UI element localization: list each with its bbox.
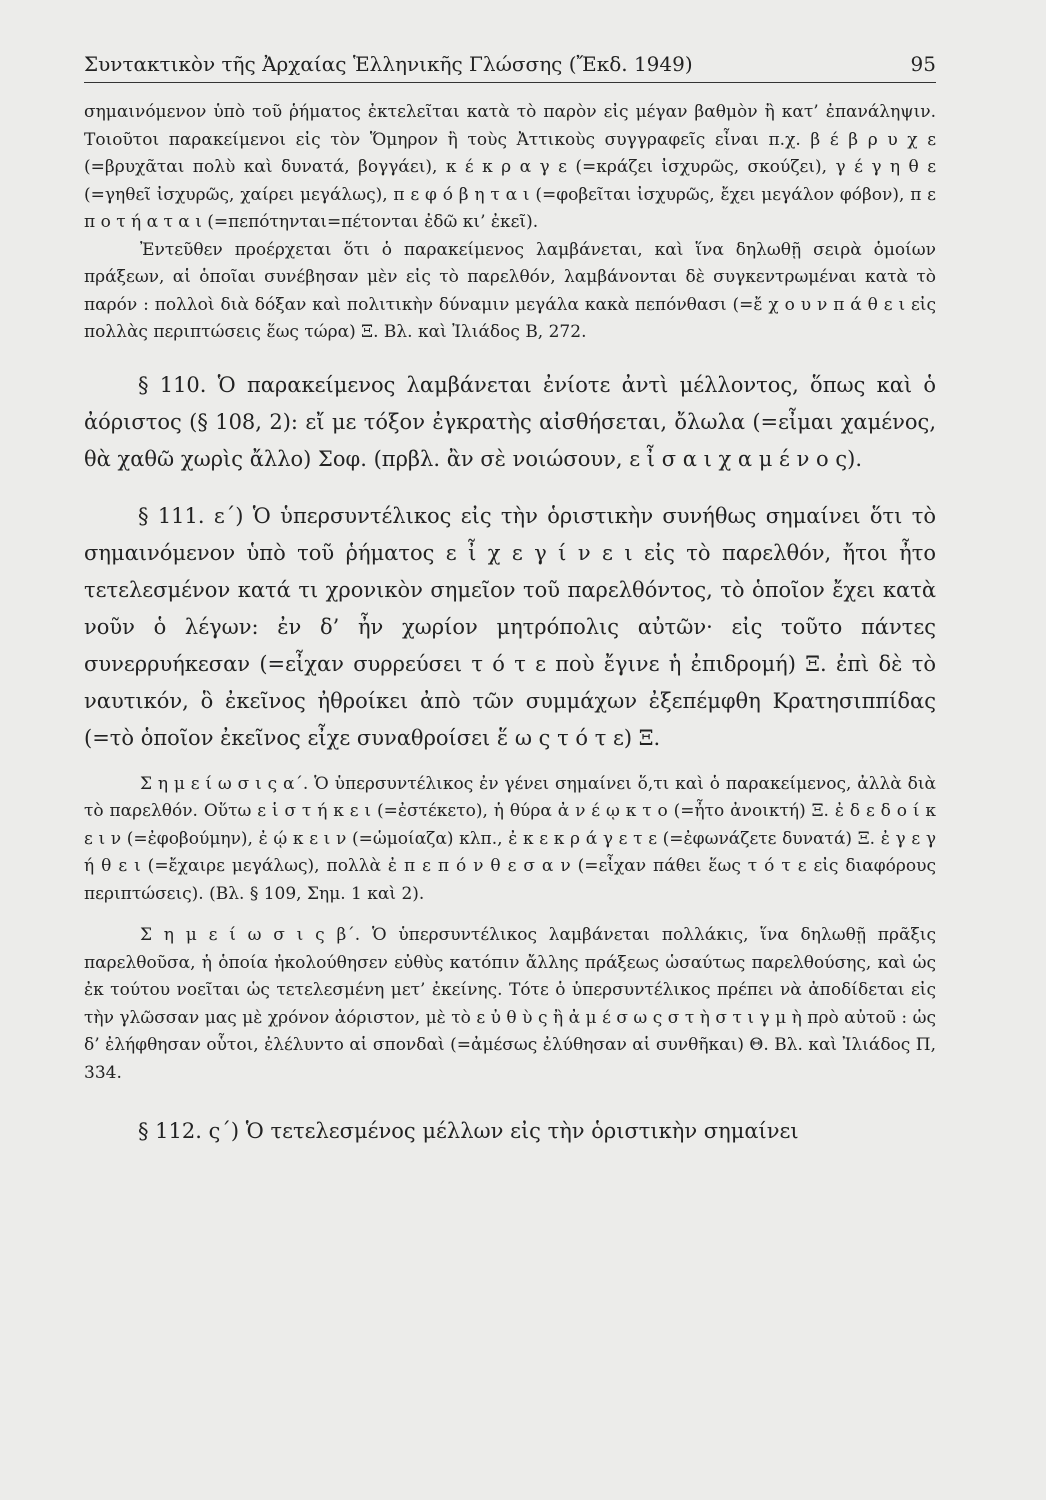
- running-title: Συντακτικὸν τῆς Ἀρχαίας Ἑλληνικῆς Γλώσσης (Ἔκδ. 1949): [84, 52, 693, 76]
- note-alpha: Σ η μ ε ί ω σ ι ς α΄. Ὁ ὑπερσυντέλικος ἐν γένει σημαίνει ὅ,τι καὶ ὁ παρακείμενος, ἀλλὰ διὰ τὸ παρελθόν. Οὕτω ε ἱ σ τ ή κ ε ι (=ἐστέκετο), ἡ θύρα ἀ ν έ ῳ κ τ ο (=ἦτο ἀνοικτή) Ξ. ἐ δ ε δ ο ί κ ε ι ν (=ἐφοβούμην), ἐ ῴ κ ε ι ν (=ὡμοίαζα) κλπ., ἐ κ ε κ ρ ά γ ε τ ε (=ἐφωνάζετε δυνατά) Ξ. ἐ γ ε γ ή θ ε ι (=ἔχαιρε μεγάλως), πολλὰ ἐ π ε π ό ν θ ε σ α ν (=εἶχαν πάθει ἕως τ ό τ ε εἰς διαφόρους περιπτώσεις). (Βλ. § 109, Σημ. 1 καὶ 2).: [84, 773, 936, 904]
- section-112: § 112. ς΄) Ὁ τετελεσμένος μέλλων εἰς τὴν ὁριστικὴν σημαίνει: [138, 1119, 799, 1143]
- section-111: § 111. ε΄) Ὁ ὑπερσυντέλικος εἰς τὴν ὁριστικὴν συνήθως σημαίνει ὅτι τὸ σημαινόμενον ὑπὸ τοῦ ῥήματος ε ἶ χ ε γ ί ν ε ι εἰς τὸ παρελθόν, ἤτοι ἦτο τετελεσμένον κατά τι χρονικὸν σημεῖον τοῦ παρελθόντος, τὸ ὁποῖον ἔχει κατὰ νοῦν ὁ λέγων: ἐν δ’ ἦν χωρίον μητρόπολις αὐτῶν· εἰς τοῦτο πάντες συνερρυήκεσαν (=εἶχαν συρρεύσει τ ό τ ε ποὺ ἔγινε ἡ ἐπιδρομή) Ξ. ἐπὶ δὲ τὸ ναυτικόν, ὃ ἐκεῖνος ἠθροίκει ἀπὸ τῶν συμμάχων ἐξεπέμφθη Κρατησιππίδας (=τὸ ὁποῖον ἐκεῖνος εἶχε συναθροίσει ἕ ω ς τ ό τ ε) Ξ.: [84, 503, 936, 750]
- paragraph-2: Ἐντεῦθεν προέρχεται ὅτι ὁ παρακείμενος λαμβάνεται, καὶ ἵνα δηλωθῇ σειρὰ ὁμοίων πράξεων, αἱ ὁποῖαι συνέβησαν μὲν εἰς τὸ παρελθόν, λαμβάνονται δὲ συγκεντρωμέναι κατὰ τὸ παρόν : πολλοὶ διὰ δόξαν καὶ πολιτικὴν δύναμιν μεγάλα κακὰ πεπόνθασι (=ἔ χ ο υ ν π ά θ ε ι εἰς πολλὰς περιπτώσεις ἕως τώρα) Ξ. Βλ. καὶ Ἰλιάδος Β, 272.: [84, 239, 936, 342]
- running-header: [84, 52, 936, 83]
- paragraph-1: σημαινόμενον ὑπὸ τοῦ ῥήματος ἐκτελεῖται κατὰ τὸ παρὸν εἰς μέγαν βαθμὸν ἢ κατ’ ἐπανάληψιν. Τοιοῦτοι παρακείμενοι εἰς τὸν Ὅμηρον ἢ τοὺς Ἀττικοὺς συγγραφεῖς εἶναι π.χ. β έ β ρ υ χ ε (=βρυχᾶται πολὺ καὶ δυνατά, βογγάει), κ έ κ ρ α γ ε (=κράζει ἰσχυρῶς, σκούζει), γ έ γ η θ ε (=γηθεῖ ἰσχυρῶς, χαίρει μεγάλως), π ε φ ό β η τ α ι (=φοβεῖται ἰσχυρῶς, ἔχει μεγάλον φόβον), π ε π ο τ ή α τ α ι (=πεπότηνται=πέτονται ἐδῶ κι’ ἐκεῖ).: [84, 102, 936, 232]
- note-beta: Σ η μ ε ί ω σ ι ς β΄. Ὁ ὑπερσυντέλικος λαμβάνεται πολλάκις, ἵνα δηλωθῇ πρᾶξις παρελθοῦσα, ἡ ὁποία ἠκολούθησεν εὐθὺς κατόπιν ἄλλης πράξεως ὡσαύτως παρελθούσης, καὶ ὡς ἐκ τούτου νοεῖται ὡς τετελεσμένη μετ’ ἐκείνης. Τότε ὁ ὑπερσυντέλικος πρέπει νὰ ἀποδίδεται εἰς τὴν γλῶσσαν μας μὲ χρόνον ἀόριστον, μὲ τὸ ε ὐ θ ὺ ς ἢ ἀ μ έ σ ω ς σ τ ὴ σ τ ι γ μ ὴ πρὸ αὐτοῦ : ὡς δ’ ἐλήφθησαν οὗτοι, ἐλέλυντο αἱ σπονδαὶ (=ἀμέσως ἐλύθησαν αἱ συνθῆκαι) Θ. Βλ. καὶ Ἰλιάδος Π, 334.: [84, 925, 936, 1083]
- page-number: 95: [910, 52, 936, 76]
- section-110: § 110. Ὁ παρακείμενος λαμβάνεται ἐνίοτε ἀντὶ μέλλοντος, ὅπως καὶ ὁ ἀόριστος (§ 108, 2): εἴ με τόξον ἐγκρατὴς αἰσθήσεται, ὄλωλα (=εἶμαι χαμένος, θὰ χαθῶ χωρὶς ἄλλο) Σοφ. (πρβλ. ἂν σὲ νοιώσουν, ε ἶ σ α ι χ α μ έ ν ο ς).: [84, 372, 936, 471]
- body-text: [84, 99, 936, 1150]
